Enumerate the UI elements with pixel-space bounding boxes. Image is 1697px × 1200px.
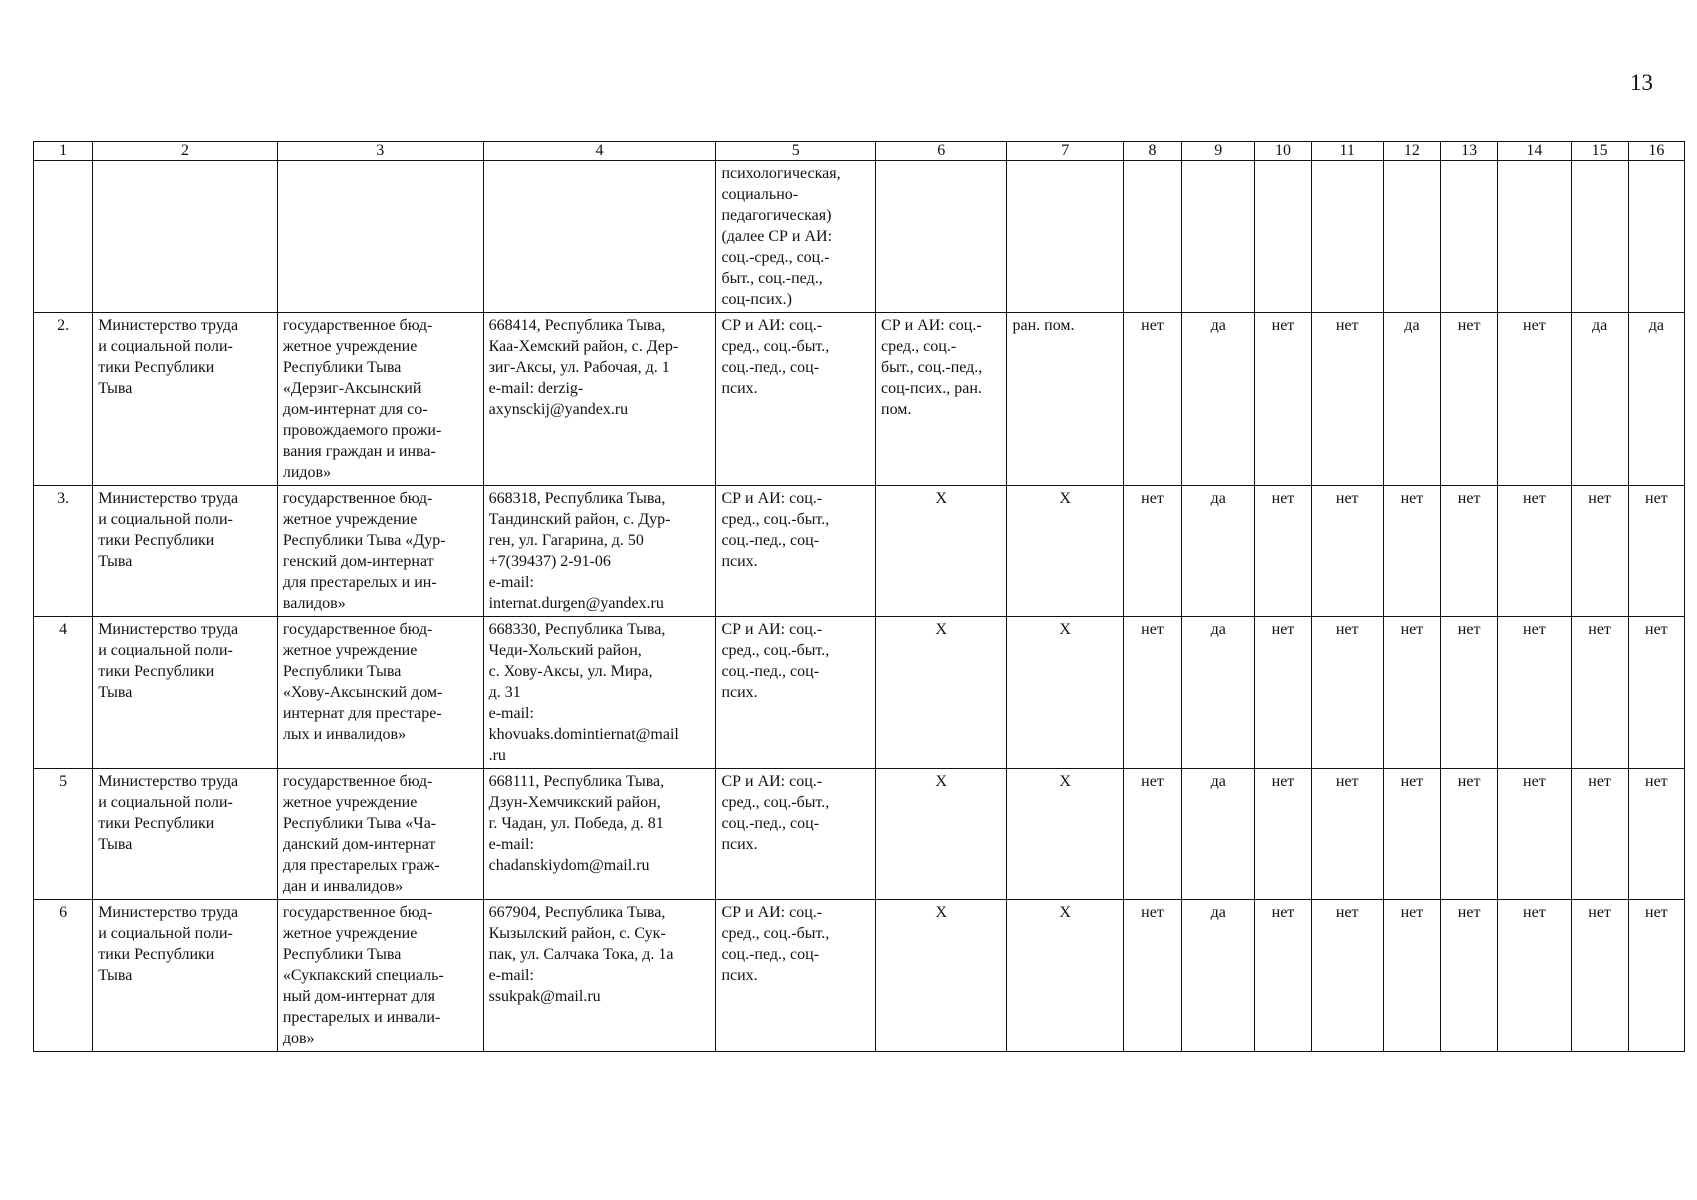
- col15-cell: нет: [1571, 769, 1628, 900]
- address-cell: 668330, Республика Тыва, Чеди-Хольский район, с. Хову-Аксы, ул. Мира, д. 31 e-mail: khovuaks.domintiernat@mail .ru: [483, 617, 716, 769]
- col11-cell: нет: [1311, 769, 1383, 900]
- services-cell: СР и АИ: соц.- сред., соц.-быт., соц.-пед., соц- псих.: [716, 769, 876, 900]
- column-number: 12: [1383, 142, 1440, 161]
- col7-cell: Х: [1007, 900, 1123, 1052]
- table-row: [34, 900, 1685, 1052]
- col12-cell: нет: [1383, 900, 1440, 1052]
- col11-cell: нет: [1311, 900, 1383, 1052]
- empty-cell: [1441, 161, 1498, 313]
- institution-cell: государственное бюд- жетное учреждение Республики Тыва «Сукпакский специаль- ный дом-интернат для престарелых и инвали- дов»: [277, 900, 483, 1052]
- empty-cell: [1311, 161, 1383, 313]
- col10-cell: нет: [1255, 486, 1311, 617]
- column-number: 7: [1007, 142, 1123, 161]
- address-cell: 668318, Республика Тыва, Тандинский район, с. Дур- ген, ул. Гагарина, д. 50 +7(39437) 2-91-06 e-mail: internat.durgen@yandex.ru: [483, 486, 716, 617]
- col9-cell: да: [1182, 769, 1255, 900]
- col10-cell: нет: [1255, 769, 1311, 900]
- row-number: 3.: [34, 486, 93, 617]
- col12-cell: нет: [1383, 486, 1440, 617]
- col14-cell: нет: [1498, 313, 1571, 486]
- col7-cell: Х: [1007, 769, 1123, 900]
- services-cell: психологическая, социально- педагогическая) (далее СР и АИ: соц.-сред., соц.- быт., соц.-пед., соц-псих.): [716, 161, 876, 313]
- col6-cell: Х: [876, 617, 1007, 769]
- col10-cell: нет: [1255, 313, 1311, 486]
- services-cell: СР и АИ: соц.- сред., соц.-быт., соц.-пед., соц- псих.: [716, 617, 876, 769]
- col14-cell: нет: [1498, 900, 1571, 1052]
- col14-cell: нет: [1498, 769, 1571, 900]
- ministry-cell: Министерство труда и социальной поли- тики Республики Тыва: [93, 313, 278, 486]
- table-row: [34, 313, 1685, 486]
- empty-cell: [34, 161, 93, 313]
- col6-cell: Х: [876, 486, 1007, 617]
- col7-cell: Х: [1007, 486, 1123, 617]
- col10-cell: нет: [1255, 617, 1311, 769]
- col13-cell: нет: [1441, 313, 1498, 486]
- column-number: 6: [876, 142, 1007, 161]
- page-number: 13: [1630, 70, 1653, 95]
- row-number: 4: [34, 617, 93, 769]
- col6-cell: Х: [876, 900, 1007, 1052]
- continuation-row: [34, 161, 1685, 313]
- col13-cell: нет: [1441, 769, 1498, 900]
- empty-cell: [1007, 161, 1123, 313]
- empty-cell: [1255, 161, 1311, 313]
- address-cell: 668414, Республика Тыва, Каа-Хемский район, с. Дер- зиг-Аксы, ул. Рабочая, д. 1 e-mail: derzig- axynsckij@yandex.ru: [483, 313, 716, 486]
- col16-cell: нет: [1628, 900, 1684, 1052]
- col8-cell: нет: [1123, 769, 1181, 900]
- col14-cell: нет: [1498, 486, 1571, 617]
- col16-cell: да: [1628, 313, 1684, 486]
- empty-cell: [277, 161, 483, 313]
- institution-cell: государственное бюд- жетное учреждение Республики Тыва «Дерзиг-Аксынский дом-интернат для со- провождаемого прожи- вания граждан и инва- лидов»: [277, 313, 483, 486]
- table-row: [34, 486, 1685, 617]
- empty-cell: [876, 161, 1007, 313]
- table-body: [34, 161, 1685, 1052]
- col9-cell: да: [1182, 313, 1255, 486]
- empty-cell: [1498, 161, 1571, 313]
- col10-cell: нет: [1255, 900, 1311, 1052]
- col9-cell: да: [1182, 486, 1255, 617]
- col6-cell: СР и АИ: соц.- сред., соц.- быт., соц.-пед., соц-псих., ран. пом.: [876, 313, 1007, 486]
- col11-cell: нет: [1311, 313, 1383, 486]
- ministry-cell: Министерство труда и социальной поли- тики Республики Тыва: [93, 617, 278, 769]
- col6-cell: Х: [876, 769, 1007, 900]
- col8-cell: нет: [1123, 486, 1181, 617]
- column-number: 5: [716, 142, 876, 161]
- column-number-row: [34, 142, 1685, 161]
- ministry-cell: Министерство труда и социальной поли- тики Республики Тыва: [93, 900, 278, 1052]
- address-cell: 668111, Республика Тыва, Дзун-Хемчикский район, г. Чадан, ул. Победа, д. 81 e-mail: chadanskiydom@mail.ru: [483, 769, 716, 900]
- col13-cell: нет: [1441, 617, 1498, 769]
- col16-cell: нет: [1628, 617, 1684, 769]
- column-number: 14: [1498, 142, 1571, 161]
- empty-cell: [1182, 161, 1255, 313]
- empty-cell: [1571, 161, 1628, 313]
- empty-cell: [483, 161, 716, 313]
- row-number: 5: [34, 769, 93, 900]
- institution-cell: государственное бюд- жетное учреждение Республики Тыва «Ча- данский дом-интернат для престарелых граж- дан и инвалидов»: [277, 769, 483, 900]
- row-number: 2.: [34, 313, 93, 486]
- empty-cell: [1628, 161, 1684, 313]
- institution-cell: государственное бюд- жетное учреждение Республики Тыва «Хову-Аксынский дом- интернат для престаре- лых и инвалидов»: [277, 617, 483, 769]
- col16-cell: нет: [1628, 769, 1684, 900]
- col9-cell: да: [1182, 617, 1255, 769]
- services-cell: СР и АИ: соц.- сред., соц.-быт., соц.-пед., соц- псих.: [716, 900, 876, 1052]
- column-number: 8: [1123, 142, 1181, 161]
- column-number: 15: [1571, 142, 1628, 161]
- column-number: 3: [277, 142, 483, 161]
- col9-cell: да: [1182, 900, 1255, 1052]
- column-number: 4: [483, 142, 716, 161]
- empty-cell: [93, 161, 278, 313]
- col13-cell: нет: [1441, 486, 1498, 617]
- empty-cell: [1123, 161, 1181, 313]
- column-number: 16: [1628, 142, 1684, 161]
- col11-cell: нет: [1311, 617, 1383, 769]
- col11-cell: нет: [1311, 486, 1383, 617]
- table-row: [34, 769, 1685, 900]
- col12-cell: нет: [1383, 617, 1440, 769]
- services-cell: СР и АИ: соц.- сред., соц.-быт., соц.-пед., соц- псих.: [716, 313, 876, 486]
- col15-cell: нет: [1571, 486, 1628, 617]
- col7-cell: Х: [1007, 617, 1123, 769]
- empty-cell: [1383, 161, 1440, 313]
- column-number: 9: [1182, 142, 1255, 161]
- col12-cell: нет: [1383, 769, 1440, 900]
- address-cell: 667904, Республика Тыва, Кызылский район, с. Сук- пак, ул. Салчака Тока, д. 1а e-mail: ssukpak@mail.ru: [483, 900, 716, 1052]
- col8-cell: нет: [1123, 900, 1181, 1052]
- col7-cell: ран. пом.: [1007, 313, 1123, 486]
- services-cell: СР и АИ: соц.- сред., соц.-быт., соц.-пед., соц- псих.: [716, 486, 876, 617]
- col16-cell: нет: [1628, 486, 1684, 617]
- column-number: 1: [34, 142, 93, 161]
- col15-cell: нет: [1571, 900, 1628, 1052]
- table-row: [34, 617, 1685, 769]
- col13-cell: нет: [1441, 900, 1498, 1052]
- col14-cell: нет: [1498, 617, 1571, 769]
- col15-cell: да: [1571, 313, 1628, 486]
- col8-cell: нет: [1123, 617, 1181, 769]
- col8-cell: нет: [1123, 313, 1181, 486]
- col15-cell: нет: [1571, 617, 1628, 769]
- column-number: 13: [1441, 142, 1498, 161]
- institution-cell: государственное бюд- жетное учреждение Республики Тыва «Дур- генский дом-интернат для престарелых и ин- валидов»: [277, 486, 483, 617]
- column-number: 10: [1255, 142, 1311, 161]
- institutions-table: [33, 141, 1685, 1052]
- row-number: 6: [34, 900, 93, 1052]
- column-number: 2: [93, 142, 278, 161]
- col12-cell: да: [1383, 313, 1440, 486]
- column-number: 11: [1311, 142, 1383, 161]
- ministry-cell: Министерство труда и социальной поли- тики Республики Тыва: [93, 769, 278, 900]
- ministry-cell: Министерство труда и социальной поли- тики Республики Тыва: [93, 486, 278, 617]
